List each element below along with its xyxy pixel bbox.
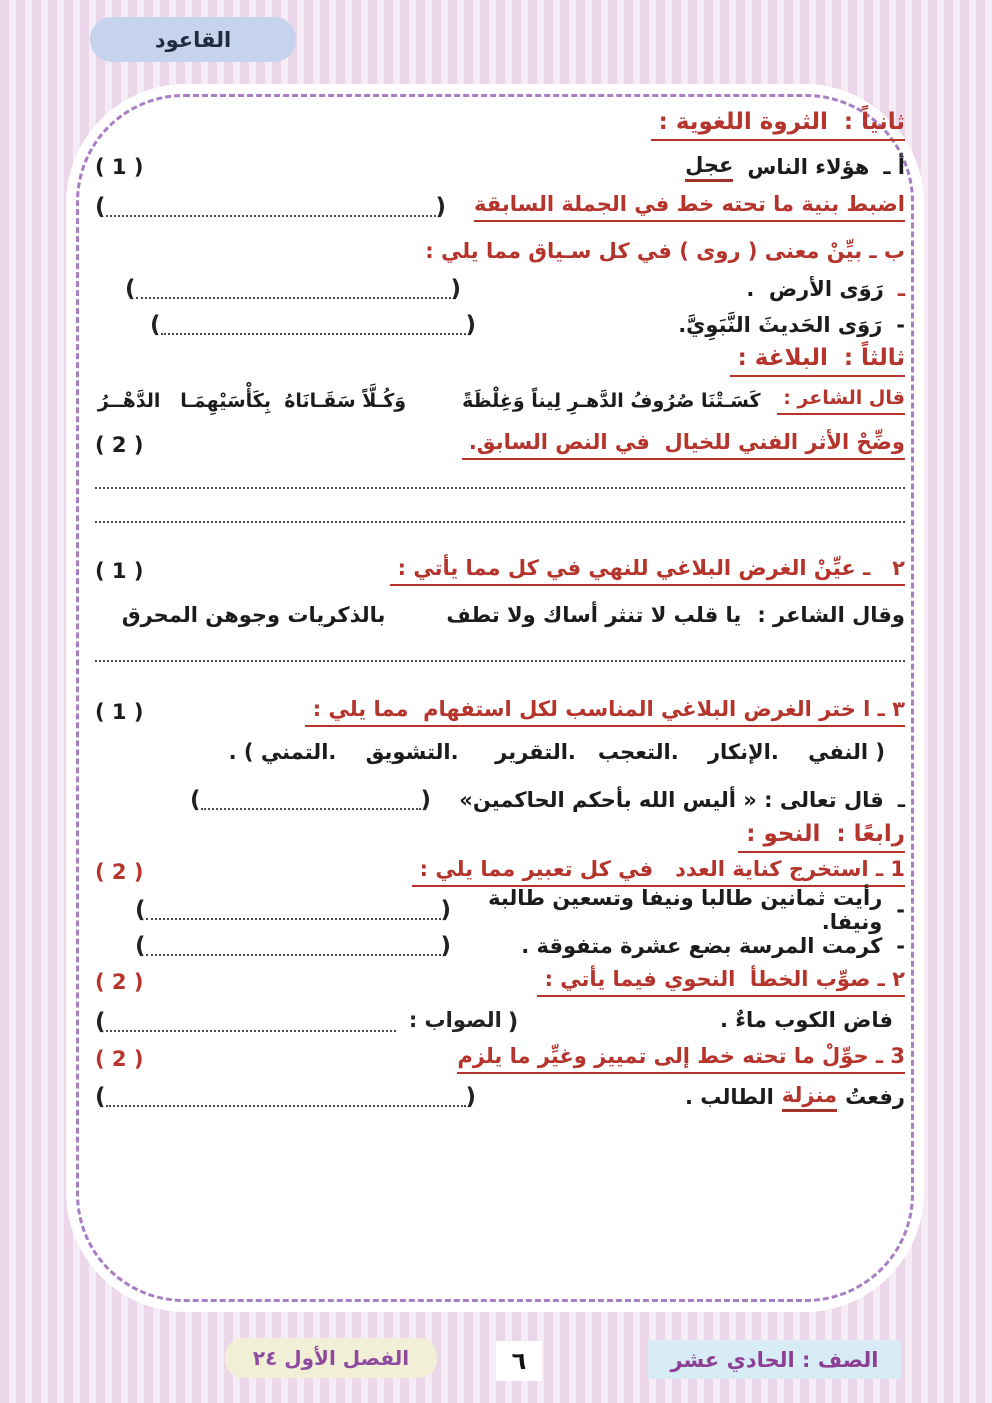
mark-badge-q3: ( 1 ) <box>95 700 144 724</box>
grammar-q1-text: 1 ـ استخرج كناية العدد في كل تعبير مما يلي : <box>412 857 905 887</box>
vocab-b-item-2 <box>95 306 905 344</box>
grade-label: الصف : الحادي عشر <box>670 1347 879 1372</box>
verse-first-hemistich: كَسَـتْنَا صُرُوفُ الدَّهـرِ لِيناً وَغِلْظَةً <box>462 390 761 412</box>
answer-blank-quran: ( ) <box>190 787 432 813</box>
grammar-title-row <box>95 818 905 856</box>
dotted-answer-space <box>106 1017 396 1032</box>
grammar-q3-text: 3 ـ حوِّلْ ما تحته خط إلى تمييز وغيِّر ما يلزم <box>457 1044 905 1074</box>
options-list: ( النفي .الإنكار .التعجب .التقرير .التشويق .التمني ) . <box>228 740 885 764</box>
grammar-q2-text: ٢ ـ صوِّب الخطأ النحوي فيما يأتي : <box>537 967 905 997</box>
item-dash: - <box>896 934 905 958</box>
section-title-vocabulary: ثانياً : الثروة اللغوية : <box>651 109 905 141</box>
rhetoric-question-3-row <box>95 693 905 731</box>
item-a-text: هؤلاء الناس <box>747 155 870 179</box>
grammar-q3-pre: رفعتُ <box>845 1085 905 1109</box>
vocab-question-a-row <box>95 148 905 186</box>
divider-dotted-line <box>95 660 905 662</box>
question-b-title: ب ـ بيِّنْ معنى ( روى ) في كل سـياق مما يلي : <box>425 239 905 263</box>
answer-blank-n1a: ( ) <box>135 897 452 923</box>
options-row <box>95 733 905 771</box>
answer-blank-correction: ( الصواب : ) <box>95 1008 519 1035</box>
underlined-word-manzila: منزلة <box>782 1083 837 1112</box>
grammar-q2-item <box>95 1001 905 1039</box>
mark-badge-grammar-3: ( 2 ) <box>95 1047 144 1071</box>
mark-badge-a: ( 1 ) <box>95 155 144 179</box>
rhetoric-title-row <box>95 342 905 380</box>
poetry-line-2-row <box>95 596 905 634</box>
section-title-grammar: رابعًا : النحو : <box>738 821 905 853</box>
vocab-instruction-row <box>95 188 905 226</box>
item-dash: - <box>896 898 905 922</box>
dotted-answer-space <box>146 941 441 956</box>
answer-line-2 <box>95 521 905 523</box>
quran-verse-text: قال تعالى : « أليس الله بأحكم الحاكمين» <box>459 788 884 812</box>
mark-badge-grammar-1: ( 2 ) <box>95 860 144 884</box>
term-label: الفصل الأول ٢٤ <box>252 1346 410 1370</box>
imagery-question-text: وضِّحْ الأثر الفني للخيال في النص السابق. <box>462 430 905 460</box>
mark-badge-q2: ( 1 ) <box>95 559 144 583</box>
section-title-rhetoric: ثالثاً : البلاغة : <box>730 345 905 377</box>
dotted-answer-space <box>201 795 421 810</box>
poet-label: قال الشاعر : <box>777 387 905 415</box>
grammar-q1-item-1-text: رأيت ثمانين طالبا ونيفا وتسعين طالبة ونيفا. <box>480 886 883 934</box>
verse2-second-hemistich: بالذكريات وجوهن المحرق <box>121 603 386 627</box>
dotted-answer-space <box>106 202 436 217</box>
answer-blank-b1: ( ) <box>125 276 462 302</box>
dotted-answer-space <box>161 320 466 335</box>
vocab-question-b-row <box>95 232 905 270</box>
b-item-1-text: رَوَى الأرض . <box>746 277 884 301</box>
subject-tab-label: القاعود <box>154 27 232 52</box>
mark-badge-imagery: ( 2 ) <box>95 433 144 457</box>
answer-blank-n3: ( ) <box>95 1084 477 1110</box>
worksheet-card <box>66 84 924 1312</box>
underlined-word-ajal: عجل <box>685 153 733 182</box>
mark-badge-grammar-2: ( 2 ) <box>95 970 144 994</box>
rhetoric-q2-text: ٢ ـ عيِّنْ الغرض البلاغي للنهي في كل مما يأتي : <box>390 556 905 586</box>
answer-blank-a: ( ) <box>95 194 447 220</box>
dotted-answer-space <box>146 905 441 920</box>
answer-blank-n1b: ( ) <box>135 933 452 959</box>
item-dash: - <box>896 313 905 337</box>
b-item-2-text: رَوَى الحَديثَ النَّبَوِيَّ. <box>678 313 883 337</box>
imagery-question-row <box>95 426 905 464</box>
item-dash: ـ <box>897 788 905 812</box>
grammar-q2-sentence: فاض الكوب ماءٌ . <box>720 1008 893 1032</box>
verse-second-hemistich: وَكُـلَّاً سَقَـانَاهُ بِكَأْسَيْهِمَـا الدَّهْــرُ <box>97 390 407 412</box>
verse2-first-hemistich: يا قلب لا تنثر أساك ولا تطف <box>446 603 742 627</box>
dotted-answer-space <box>136 284 451 299</box>
poet2-label: وقال الشاعر : <box>757 603 905 627</box>
vocab-title-row <box>95 106 905 144</box>
quran-row <box>95 781 905 819</box>
grammar-q2-row <box>95 963 905 1001</box>
grammar-q3-row <box>95 1040 905 1078</box>
item-a-label: أ ـ <box>883 155 905 179</box>
vocab-b-item-1 <box>95 270 905 308</box>
grammar-q3-post: الطالب . <box>684 1085 774 1109</box>
correction-label: الصواب : <box>401 1008 502 1032</box>
subject-tab <box>90 17 296 62</box>
grade-box <box>648 1340 901 1379</box>
answer-line-1 <box>95 487 905 489</box>
item-dash: ـ <box>897 277 905 301</box>
page-number: ٦ <box>511 1347 527 1375</box>
grammar-q1-item-2-text: كرمت المرسة بضع عشرة متفوقة . <box>521 934 883 958</box>
grammar-q1-item-1 <box>95 886 905 934</box>
page-number-box <box>496 1341 542 1381</box>
instruction-text: اضبط بنية ما تحته خط في الجملة السابقة <box>474 192 905 222</box>
rhetoric-question-2-row <box>95 552 905 590</box>
dotted-answer-space <box>106 1092 466 1107</box>
grammar-q3-item <box>95 1078 905 1116</box>
grammar-q1-item-2 <box>95 927 905 965</box>
rhetoric-q3-text: ٣ ـ ا ختر الغرض البلاغي المناسب لكل استفهام مما يلي : <box>305 697 905 727</box>
answer-blank-b2: ( ) <box>150 312 477 338</box>
poetry-line-row <box>95 382 905 420</box>
term-pill <box>225 1338 437 1378</box>
